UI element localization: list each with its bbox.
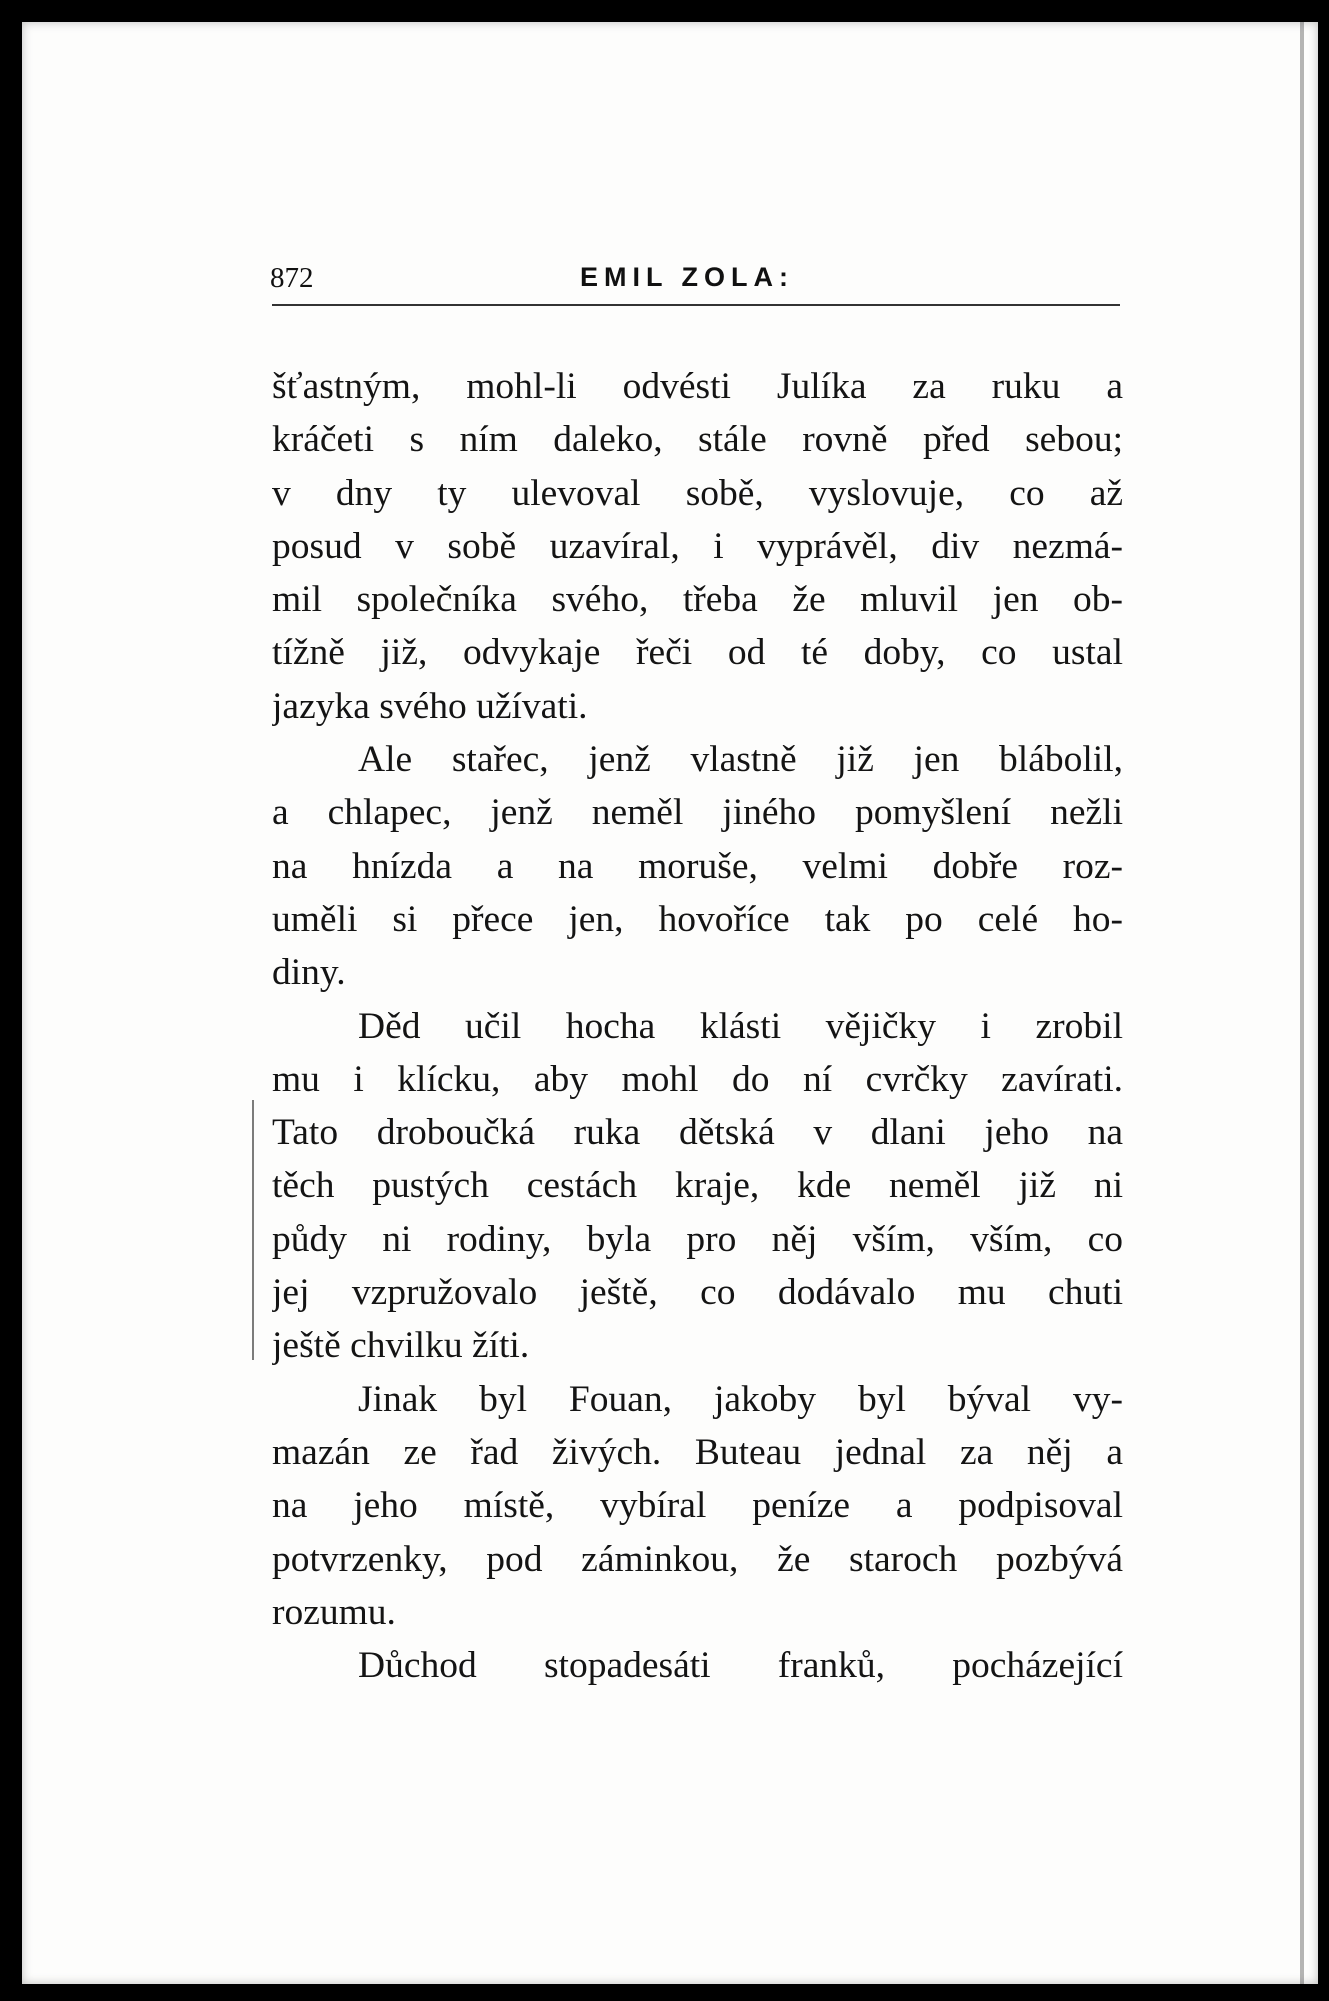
text-line: půdy ni rodiny, byla pro něj vším, vším, co (272, 1218, 1123, 1260)
text-line: a chlapec, jenž neměl jiného pomyšlení nežli (272, 792, 1123, 834)
text-line: Tato droboučká ruka dětská v dlani jeho na (272, 1112, 1123, 1154)
text-line: Děd učil hocha klásti vějičky i zrobil (358, 1005, 1123, 1047)
text-line: mu i klícku, aby mohl do ní cvrčky zavírati. (272, 1058, 1123, 1100)
header-rule (272, 304, 1120, 306)
margin-mark (252, 1100, 254, 1360)
text-line: šťastným, mohl-li odvésti Julíka za ruku a (272, 366, 1123, 407)
text-line: Důchod stopadesáti franků, pocházející (358, 1645, 1123, 1687)
text-line: na jeho místě, vybíral peníze a podpisoval (272, 1485, 1123, 1527)
page-number: 872 (270, 262, 314, 294)
text-line: rozumu. (272, 1591, 396, 1633)
body-text (272, 360, 1123, 1692)
text-line: na hnízda a na moruše, velmi dobře roz- (272, 845, 1123, 887)
text-line: Ale stařec, jenž vlastně již jen blábolil, (358, 739, 1123, 781)
text-line: tížně již, odvykaje řeči od té doby, co ustal (272, 632, 1123, 674)
page-edge-shadow (1300, 22, 1304, 1984)
text-line: v dny ty ulevoval sobě, vyslovuje, co až (272, 472, 1123, 514)
text-line: kráčeti s ním daleko, stále rovně před sebou; (272, 419, 1123, 461)
text-line: posud v sobě uzavíral, i vyprávěl, div nezmá- (272, 525, 1123, 567)
page-header (250, 254, 1120, 294)
text-line: diny. (272, 952, 346, 994)
text-line: ještě chvilku žíti. (272, 1325, 530, 1367)
text-line: těch pustých cestách kraje, kde neměl již ni (272, 1165, 1123, 1207)
text-line: potvrzenky, pod záminkou, že staroch pozbývá (272, 1538, 1123, 1580)
text-line: uměli si přece jen, hovoříce tak po celé ho- (272, 898, 1123, 940)
running-head: EMIL ZOLA: (580, 262, 794, 292)
text-line: mil společníka svého, třeba že mluvil jen ob- (272, 579, 1123, 621)
text-line: jej vzpružovalo ještě, co dodávalo mu chuti (272, 1272, 1123, 1314)
text-line: jazyka svého užívati. (272, 685, 588, 727)
text-line: Jinak byl Fouan, jakoby byl býval vy- (358, 1378, 1123, 1420)
text-line: mazán ze řad živých. Buteau jednal za něj a (272, 1431, 1123, 1473)
